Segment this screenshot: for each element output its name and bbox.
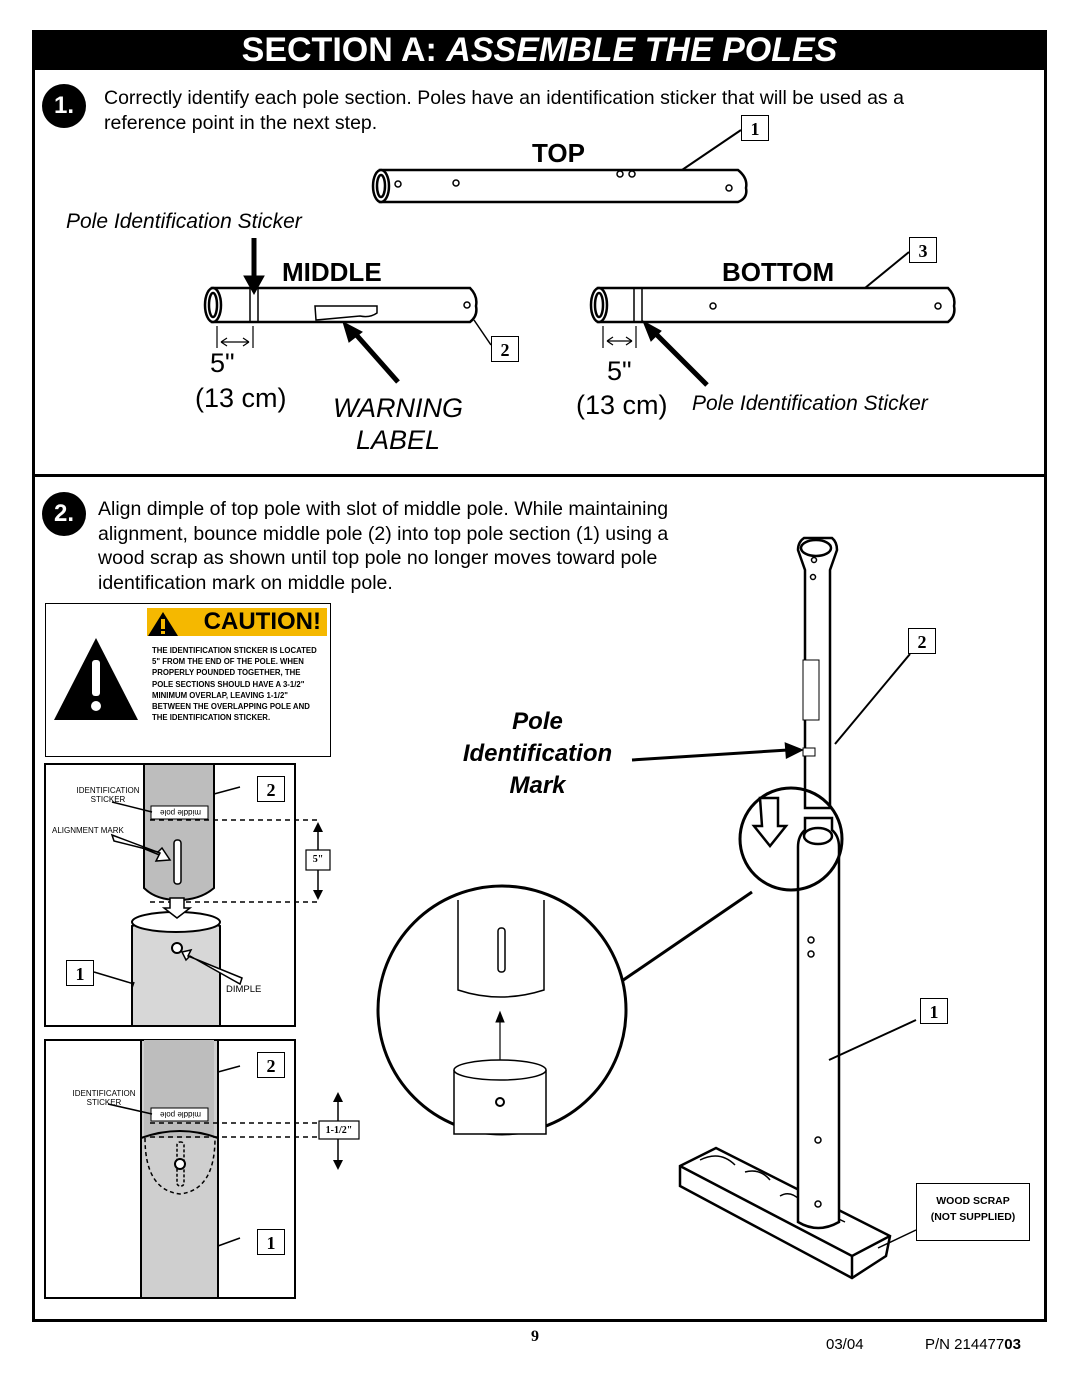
step-2-badge: 2. [42,492,86,536]
pim-line-2: Identification [462,740,613,767]
pim-line-3: Mark [509,772,566,799]
warning-line-2: LABEL [355,425,441,455]
detail-bottom-callout-1: 1 [257,1229,285,1255]
caution-warning-icon [48,606,178,754]
wood-scrap-label [916,1183,1030,1241]
dimension-1-1-2in: 1-1/2" [325,1125,353,1136]
wood-scrap-line-2: (NOT SUPPLIED) [930,1211,1016,1223]
step-2-line-4: identification mark on middle pole. [98,571,393,594]
wood-scrap-line-1: WOOD SCRAP [936,1195,1010,1207]
detail-top-callout-1: 1 [66,960,94,986]
sticker-label-left: Pole Identification Sticker [66,210,302,233]
bottom-pole-label: BOTTOM [722,257,835,287]
assembly-drawing [378,538,916,1278]
step-1-line-1: Correctly identify each pole section. Poles have an identification sticker that will be used as a [104,87,904,109]
id-sticker-label-top: IDENTIFICATION STICKER [76,786,140,804]
step-2-line-3: wood scrap as shown until top pole no longer moves toward pole [98,547,658,569]
assembly-callout-1: 1 [920,998,948,1024]
caution-text: THE IDENTIFICATION STICKER IS LOCATED 5" FROM THE END OF THE POLE. WHEN PROPERLY POUNDED TOGETHER, THE POLE SECTIONS SHOULD HAVE A 3-1/2" MINIMUM OVERLAP, LEAVING 1-1/2" BETWEEN THE OVERLAPPING POLE AND THE IDENTIFICATION STICKER. [152,646,317,723]
middle-pole-drawing [205,288,476,348]
step-1-badge: 1. [42,84,86,128]
caution-heading: CAUTION! [147,608,327,636]
detail-bottom-panel [45,1040,359,1298]
dimension-5in: 5" [312,854,324,865]
measure-cm-left: (13 cm) [195,383,287,413]
top-pole-drawing [373,130,746,202]
sticker-label-right: Pole Identification Sticker [692,392,928,415]
pim-line-1: Pole [512,708,563,735]
dimple-label: DIMPLE [226,984,262,995]
callout-bottom-pole: 3 [909,237,937,263]
step-2-line-2: alignment, bounce middle pole (2) into top pole section (1) using a [98,522,669,545]
callout-top-pole: 1 [741,115,769,141]
sticker-text-bottom: middle pole [160,1110,201,1119]
measure-inches-left: 5" [210,348,235,378]
measure-cm-right: (13 cm) [576,390,668,420]
page-number: 9 [531,1328,539,1345]
warning-line-1: WARNING [332,393,463,423]
id-sticker-label-bottom: IDENTIFICATION STICKER [72,1089,136,1107]
section-title: SECTION A: ASSEMBLE THE POLES [32,30,1047,70]
alignment-mark-label: ALIGNMENT MARK [52,826,124,835]
measure-inches-right: 5" [607,356,632,386]
callout-middle-pole: 2 [491,336,519,362]
bottom-pole-drawing [591,252,954,348]
sticker-text-top: middle pole [160,808,201,817]
step-1-line-2: reference point in the next step. [104,111,378,134]
assembly-callout-2: 2 [908,628,936,654]
top-pole-label: TOP [532,138,585,168]
detail-top-callout-2: 2 [257,776,285,802]
middle-pole-label: MIDDLE [282,257,382,287]
detail-bottom-callout-2: 2 [257,1052,285,1078]
revision-date: 03/04 [826,1336,864,1353]
part-number: P/N 21447703 [925,1336,1021,1353]
step-2-line-1: Align dimple of top pole with slot of middle pole. While maintaining [98,498,669,520]
